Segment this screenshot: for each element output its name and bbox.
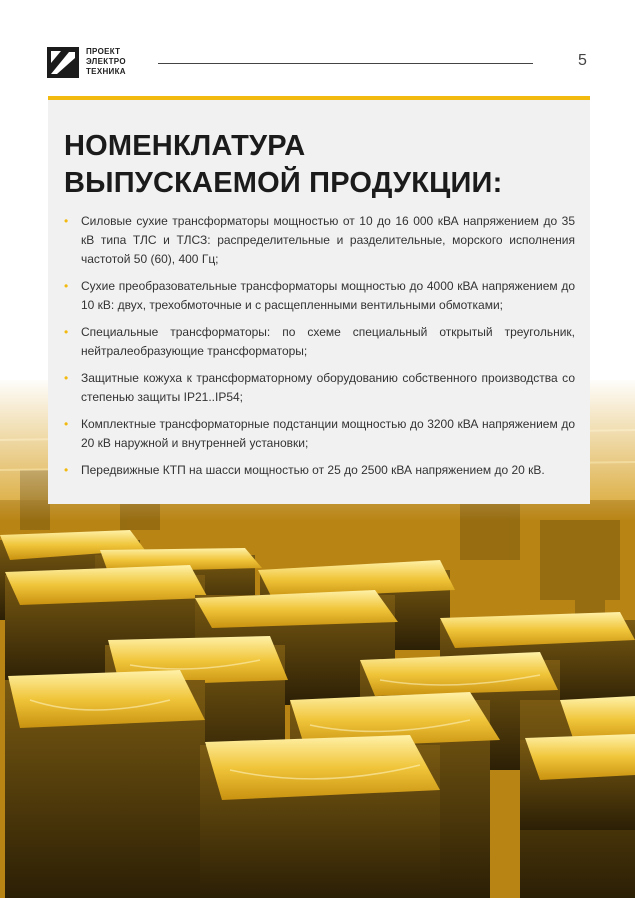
- list-item: [64, 369, 575, 407]
- list-item-text: Силовые сухие трансформаторы мощностью от 10 до 16 000 кВА напряжением до 35 кВ типа ТЛС и ТЛСЗ: распределительные и разделительные, морского исполнения частотой 50 (60), 400 Гц;: [81, 214, 575, 266]
- title-line-1: НОМЕНКЛАТУРА: [64, 130, 306, 162]
- list-item: [64, 415, 575, 453]
- list-item: [64, 461, 575, 480]
- page-number: 5: [578, 52, 587, 69]
- logo-line-3: ТЕХНИКА: [86, 67, 126, 76]
- bullet-dot: •: [64, 463, 69, 477]
- list-item-text: Комплектные трансформаторные подстанции мощностью до 3200 кВА напряжением до 20 кВ наружной и внутренней установки;: [81, 417, 575, 450]
- product-list: [64, 212, 575, 488]
- list-item-text: Передвижные КТП на шасси мощностью от 25 до 2500 кВА напряжением до 20 кВ.: [81, 463, 545, 477]
- product-range-card: [48, 96, 590, 504]
- page-title: [64, 128, 502, 202]
- logo-line-2: ЭЛЕКТРО: [86, 57, 126, 66]
- logo-line-1: ПРОЕКТ: [86, 47, 121, 56]
- bullet-dot: •: [64, 371, 69, 385]
- list-item-text: Специальные трансформаторы: по схеме специальный открытый треугольник, нейтралеобразующие трансформаторы;: [81, 325, 575, 358]
- bullet-dot: •: [64, 279, 69, 293]
- list-item-text: Защитные кожуха к трансформаторному оборудованию собственного производства со степенью защиты IP21..IP54;: [81, 371, 575, 404]
- list-item: [64, 212, 575, 269]
- company-logo-text: [86, 47, 126, 77]
- bullet-dot: •: [64, 214, 69, 228]
- company-logo-icon: [47, 47, 79, 78]
- list-item-text: Сухие преобразовательные трансформаторы мощностью до 4000 кВА напряжением до 10 кВ: двух, трехобмоточные и с расщепленными вентильными обмотками;: [81, 279, 575, 312]
- header-divider: [158, 63, 533, 64]
- list-item: [64, 277, 575, 315]
- bullet-dot: •: [64, 325, 69, 339]
- list-item: [64, 323, 575, 361]
- bullet-dot: •: [64, 417, 69, 431]
- title-line-2: ВЫПУСКАЕМОЙ ПРОДУКЦИИ:: [64, 167, 503, 199]
